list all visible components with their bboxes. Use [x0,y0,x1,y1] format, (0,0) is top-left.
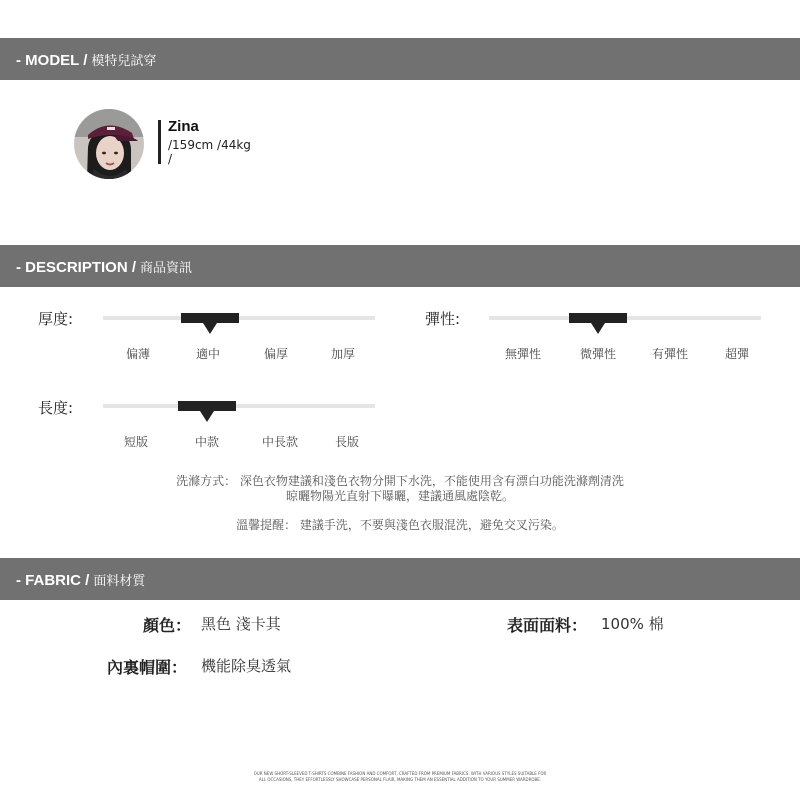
thickness-option: 偏厚 [263,347,288,361]
section-title-en: - DESCRIPTION / [16,258,137,276]
care-washing-line1: 洗滌方式： 深色衣物建議和淺色衣物分開下水洗，不能使用含有漂白功能洗滌劑清洗 [176,474,624,488]
fabric-color-value: 黑色 淺卡其 [201,615,281,633]
section-title-en: - FABRIC / [16,571,90,589]
footer-line: OUR NEW SHORT-SLEEVED T-SHIRTS COMBINE FASHION AND COMFORT, CRAFTED FROM PREMIUM FABRICS. WITH VARIOUS STYLES SUITABLE FOR [253,771,547,776]
length-option: 長版 [334,435,359,449]
section-title-zh: 商品資訊 [140,260,193,276]
section-title-zh: 模特兒試穿 [91,53,157,69]
thickness-option: 加厚 [330,347,355,361]
footer-line: ALL OCCASIONS, THEY EFFORTLESSLY SHOWCASE PERSONAL FLAIR, MAKING THEM AN ESSENTIAL ADDITION TO YOUR SUMMER WARDROBE. [258,777,542,782]
length-selected-marker [178,401,236,423]
section-title-en: - MODEL / [16,51,88,69]
fabric-lining-value: 機能除臭透氣 [201,657,292,675]
model-avatar [74,109,144,179]
model-section-header [0,38,800,80]
model-name: Zina [168,118,199,135]
elasticity-option: 超彈 [724,347,749,361]
model-stats: /159cm /44kg [168,138,251,152]
thickness-option: 適中 [195,347,220,361]
elasticity-option: 無彈性 [504,347,541,361]
thickness-option: 偏薄 [125,347,150,361]
description-section-header [0,245,800,287]
elasticity-option: 有彈性 [651,347,688,361]
thickness-track [103,316,375,320]
fabric-section-header [0,558,800,600]
elasticity-label: 彈性: [425,310,461,328]
length-track [103,404,375,408]
elasticity-option: 微彈性 [579,347,616,361]
care-washing-line2: 晾曬物陽光直射下曝曬，建議通風處陰乾。 [285,489,514,503]
elasticity-selected-marker [569,313,627,335]
section-title-zh: 面料材質 [93,573,146,589]
model-extra: / [168,152,173,166]
length-option: 短版 [123,435,148,449]
fabric-material-key: 表面面料： [507,616,588,635]
length-option: 中款 [194,435,219,449]
care-tip: 溫馨提醒： 建議手洗，不要與淺色衣服混洗，避免交叉污染。 [236,518,564,532]
thickness-label: 厚度: [38,310,74,328]
fabric-color-key: 顏色： [143,616,192,635]
model-divider [158,120,161,164]
length-label: 長度: [38,399,74,417]
footer-text [0,771,800,783]
fabric-lining-key: 內裏帽圍： [107,658,188,677]
thickness-selected-marker [181,313,239,335]
length-option: 中長款 [261,435,298,449]
fabric-material-value: 100% 棉 [601,615,664,633]
